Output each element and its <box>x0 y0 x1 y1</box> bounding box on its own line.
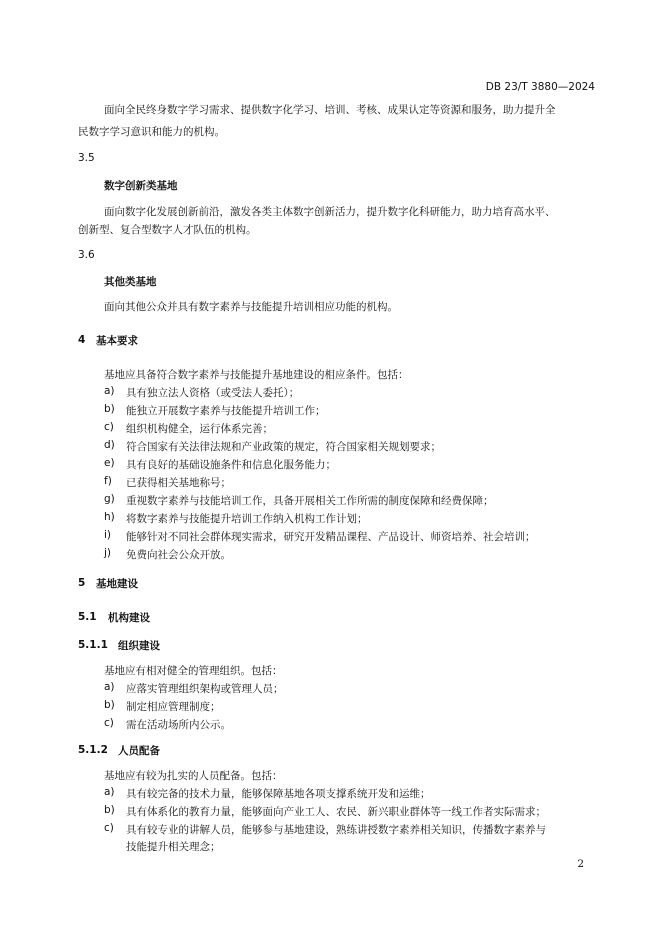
list-item-marker: a) <box>104 786 115 798</box>
list-item: 具有较完备的技术力量，能够保障基地各项支撑系统开发和运维； <box>126 788 431 800</box>
page-number: 2 <box>577 858 584 870</box>
paragraph-line: 基地应有较为扎实的人员配备。包括： <box>104 770 283 782</box>
list-item-marker: c) <box>104 822 114 834</box>
list-item: 符合国家有关法律法规和产业政策的规定，符合国家相关规划要求； <box>126 441 441 453</box>
paragraph-line: 基地应具备符合数字素养与技能提升基地建设的相应条件。包括： <box>104 369 409 381</box>
list-item: 应落实管理组织架构或管理人员； <box>126 683 284 695</box>
list-item-marker: a) <box>104 385 115 397</box>
list-item: 具有良好的基础设施条件和信息化服务能力； <box>126 459 336 471</box>
list-item-marker: j) <box>104 547 112 559</box>
clause-number: 3.6 <box>78 249 95 261</box>
list-item-marker: b) <box>104 804 115 816</box>
list-item-marker: i) <box>104 529 112 541</box>
list-item-marker: e) <box>104 457 115 469</box>
list-item: 具有体系化的教育力量，能够面向产业工人、农民、新兴职业群体等一线工作者实际需求； <box>126 806 546 818</box>
list-item-marker: f) <box>104 475 112 487</box>
list-item: 免费向社会公众开放。 <box>126 549 231 561</box>
list-item: 重视数字素养与技能培训工作，具备开展相关工作所需的制度保障和经费保障； <box>126 495 494 507</box>
term-heading: 其他类基地 <box>104 276 157 288</box>
list-item: 将数字素养与技能提升培训工作纳入机构工作计划； <box>126 513 368 525</box>
section-number: 5.1 <box>78 611 97 623</box>
list-item: 能独立开展数字素养与技能提升培训工作； <box>126 405 326 417</box>
list-item-marker: a) <box>104 681 115 693</box>
list-item-marker: c) <box>104 717 114 729</box>
section-title: 人员配备 <box>118 745 160 757</box>
section-title: 基本要求 <box>96 335 138 347</box>
list-item-marker: d) <box>104 439 115 451</box>
section-number: 5.1.2 <box>78 744 108 756</box>
list-item-continuation: 技能提升相关理念； <box>126 841 221 853</box>
list-item-marker: h) <box>104 511 115 523</box>
clause-number: 3.5 <box>78 152 95 164</box>
paragraph-line: 创新型、复合型数字人才队伍的机构。 <box>78 224 257 236</box>
section-number: 4 <box>78 334 86 346</box>
paragraph-line: 基地应有相对健全的管理组织。包括： <box>104 665 283 677</box>
list-item: 能够针对不同社会群体现实需求，研究开发精品课程、产品设计、师资培养、社会培训； <box>126 531 536 543</box>
list-item: 已获得相关基地称号； <box>126 477 231 489</box>
list-item-marker: b) <box>104 699 115 711</box>
section-title: 机构建设 <box>108 612 150 624</box>
paragraph-line: 民数字学习意识和能力的机构。 <box>78 126 225 138</box>
list-item-marker: g) <box>104 493 115 505</box>
section-title: 组织建设 <box>118 640 160 652</box>
paragraph-line: 面向其他公众并具有数字素养与技能提升培训相应功能的机构。 <box>104 301 398 313</box>
list-item: 具有独立法人资格（或受法人委托）； <box>126 387 300 399</box>
list-item: 具有较专业的讲解人员，能够参与基地建设，熟练讲授数字素养相关知识，传播数字素养与 <box>126 824 546 836</box>
section-number: 5.1.1 <box>78 639 108 651</box>
term-heading: 数字创新类基地 <box>104 180 178 192</box>
list-item-marker: b) <box>104 403 115 415</box>
section-number: 5 <box>78 577 86 589</box>
paragraph-line: 面向数字化发展创新前沿，激发各类主体数字创新活力，提升数字化科研能力，助力培育高水平、 <box>104 206 556 218</box>
list-item-marker: c) <box>104 421 114 433</box>
paragraph-line: 面向全民终身数字学习需求、提供数字化学习、培训、考核、成果认定等资源和服务，助力提升全 <box>104 104 556 116</box>
document-id: DB 23/T 3880—2024 <box>485 81 595 93</box>
section-title: 基地建设 <box>96 578 138 590</box>
list-item: 制定相应管理制度； <box>126 701 221 713</box>
list-item: 组织机构健全，运行体系完善； <box>126 423 273 435</box>
list-item: 需在活动场所内公示。 <box>126 719 231 731</box>
